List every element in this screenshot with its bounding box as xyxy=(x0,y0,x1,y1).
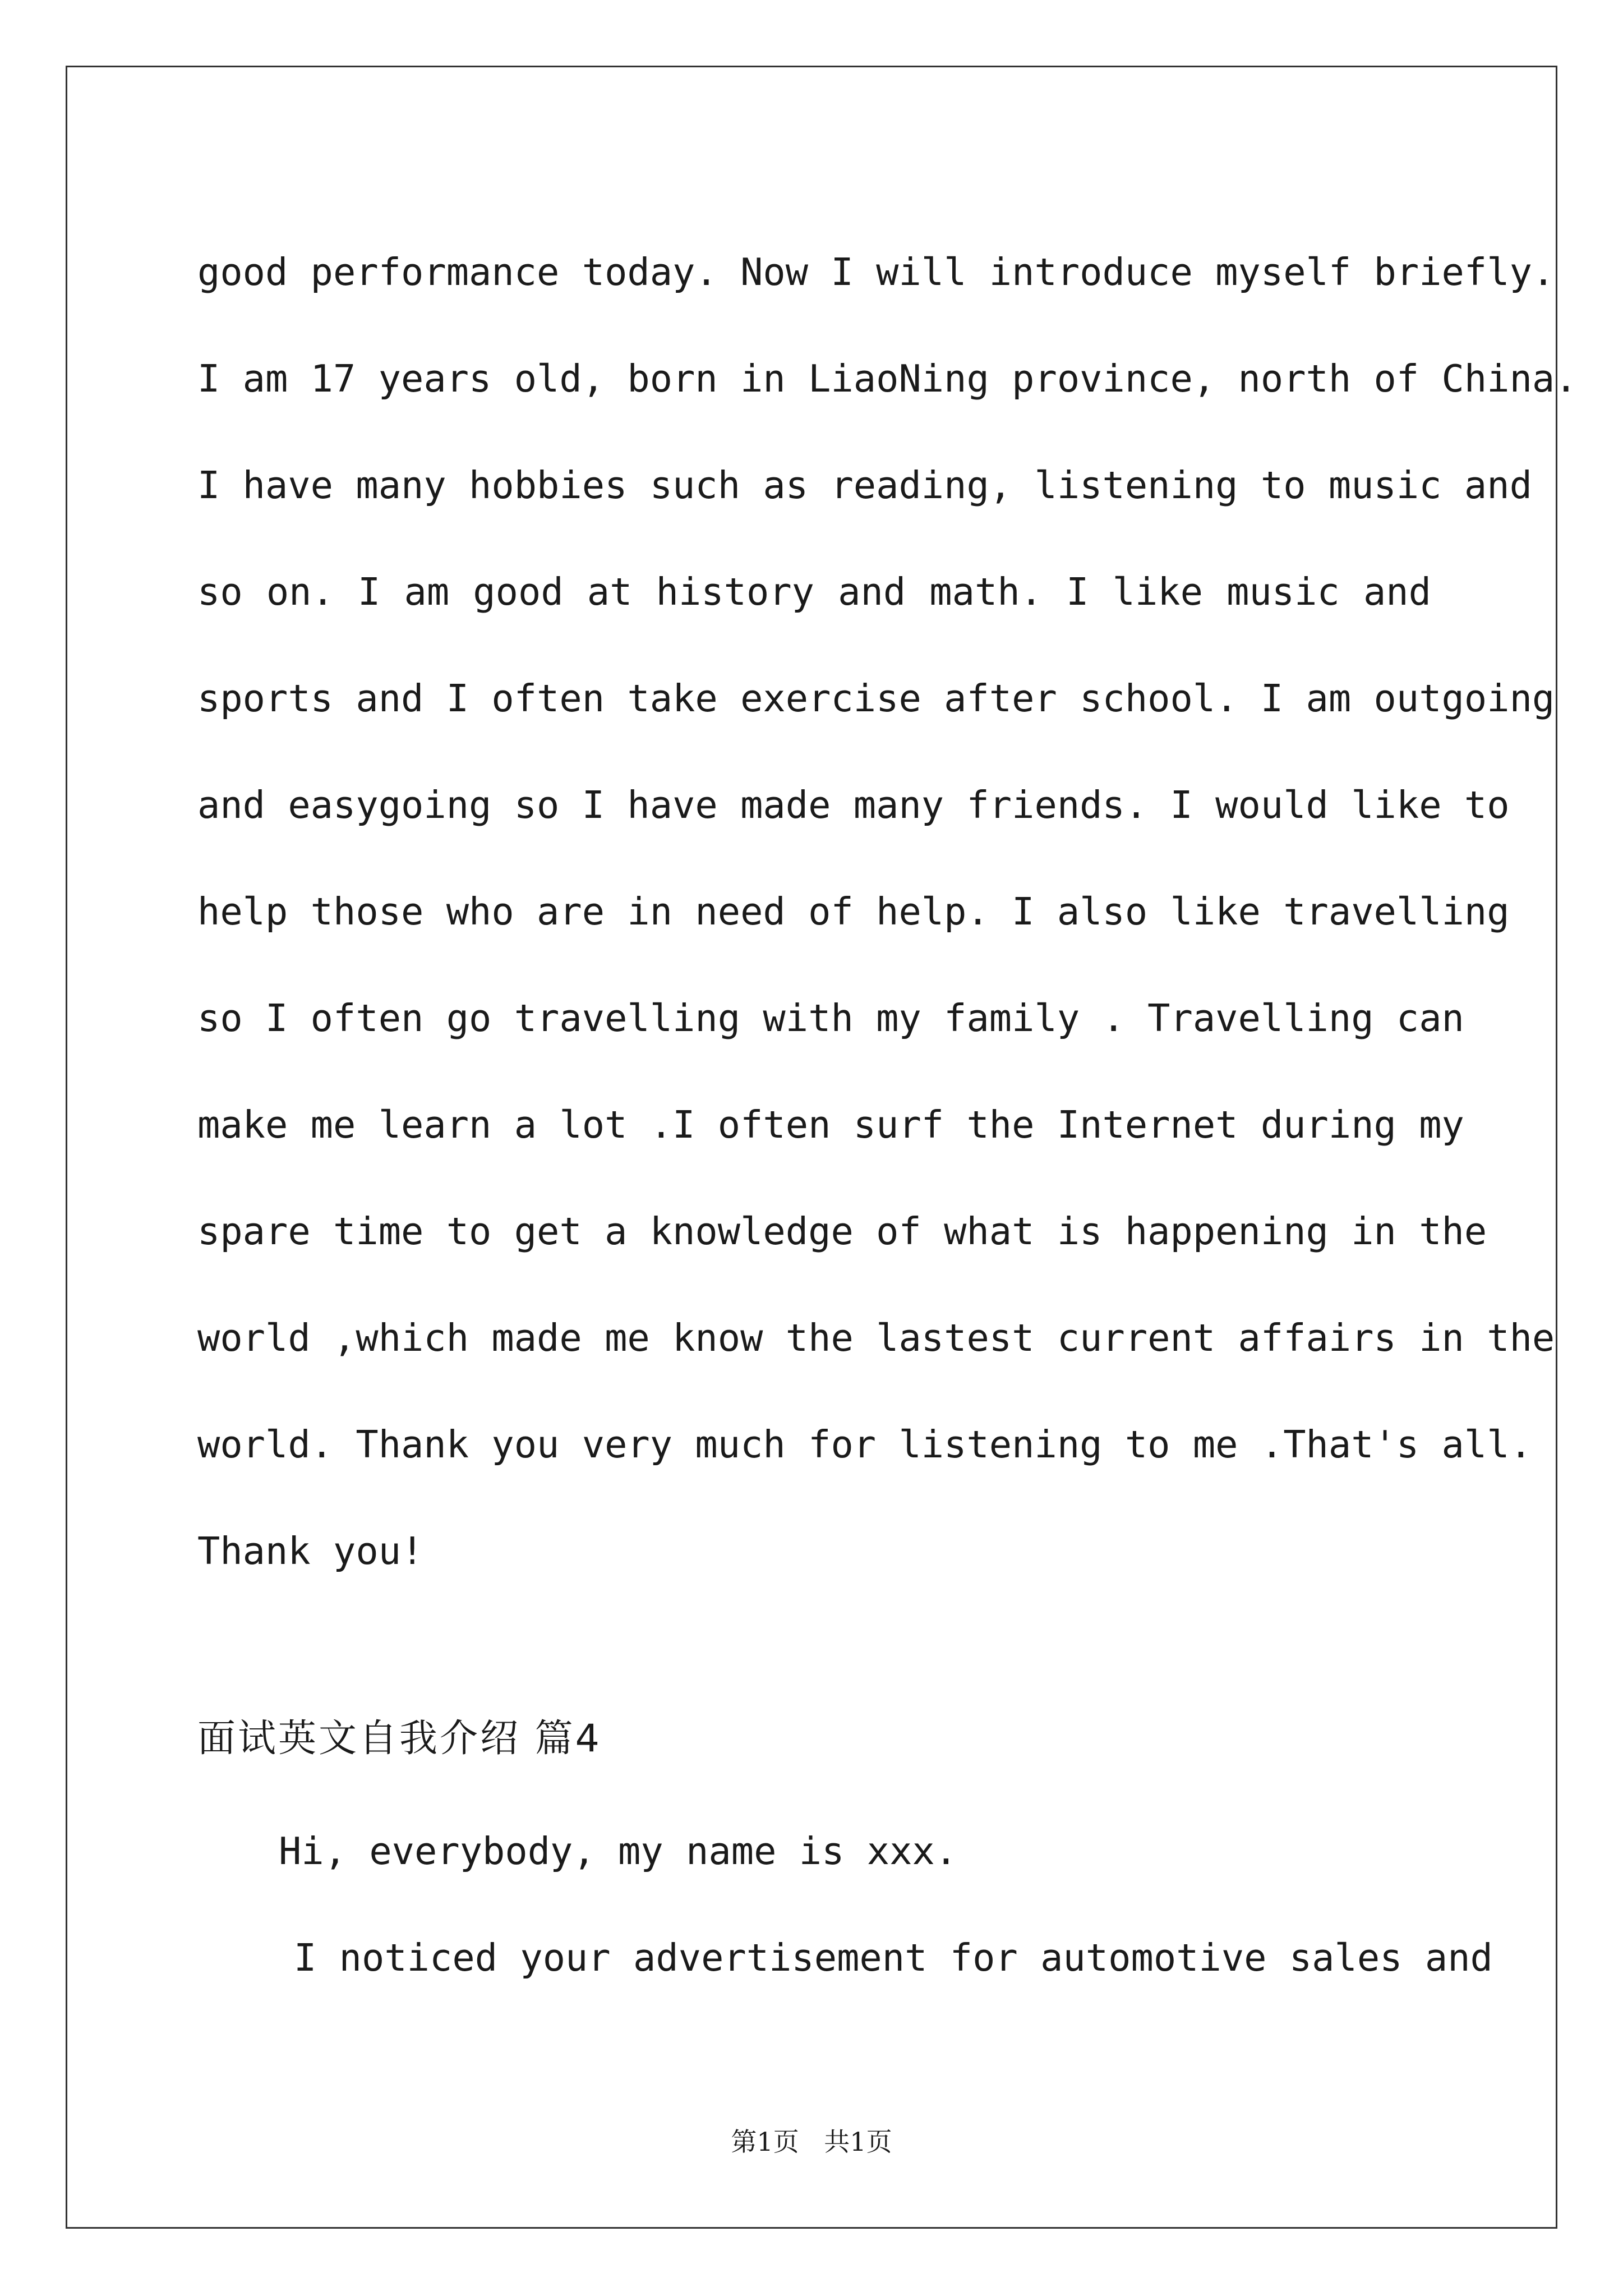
text-line: world ,which made me know the lastest current affairs in the xyxy=(197,1316,1555,1360)
text-line: spare time to get a knowledge of what is happening in the xyxy=(197,1209,1487,1253)
text-line: good performance today. Now I will introduce myself briefly. xyxy=(197,250,1555,294)
text-line: world. Thank you very much for listening to me .That's all. xyxy=(197,1423,1532,1466)
text-line: so on. I am good at history and math. I like music and xyxy=(197,570,1431,614)
text-line: sports and I often take exercise after school. I am outgoing xyxy=(197,677,1555,720)
text-line: so I often go travelling with my family . Travelling can xyxy=(197,996,1464,1040)
body-paragraph xyxy=(197,219,1578,1604)
second-paragraph-line-1 xyxy=(197,1823,1513,1879)
text-line: help those who are in need of help. I also like travelling xyxy=(197,890,1510,933)
text-line: I am 17 years old, born in LiaoNing province, north of China. xyxy=(197,357,1578,401)
text-line: and easygoing so I have made many friends. I would like to xyxy=(197,783,1510,827)
text-line: Hi, everybody, my name is xxx. xyxy=(279,1829,958,1873)
text-line: Thank you! xyxy=(197,1529,424,1573)
text-line: I have many hobbies such as reading, listening to music and xyxy=(197,463,1532,507)
second-paragraph-line-2 xyxy=(197,1930,1493,1986)
section-heading: 面试英文自我介绍 篇4 xyxy=(197,1717,602,1761)
text-line: make me learn a lot .I often surf the Internet during my xyxy=(197,1103,1464,1147)
page-footer: 第1页 共1页 xyxy=(731,2127,892,2157)
text-line: I noticed your advertisement for automotive sales and xyxy=(294,1936,1493,1980)
